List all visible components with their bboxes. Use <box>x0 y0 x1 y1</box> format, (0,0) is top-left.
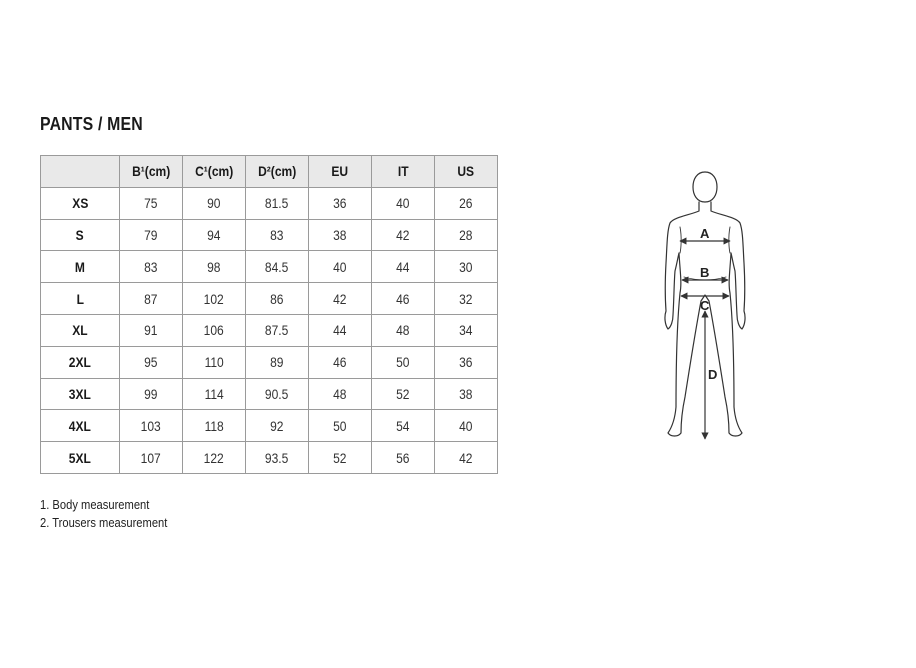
table-cell: 102 <box>183 283 246 315</box>
size-label-cell: S <box>41 219 120 251</box>
table-row <box>41 378 498 410</box>
table-cell: 84.5 <box>246 251 309 283</box>
table-cell: 30 <box>435 251 498 283</box>
table-cell: 38 <box>435 378 498 410</box>
header-cell: D²(cm) <box>246 156 309 188</box>
table-cell: 83 <box>246 219 309 251</box>
header-cell: B¹(cm) <box>120 156 183 188</box>
table-row <box>41 251 498 283</box>
table-cell: 114 <box>183 378 246 410</box>
table-cell: 86 <box>246 283 309 315</box>
table-cell: 118 <box>183 410 246 442</box>
table-cell: 44 <box>372 251 435 283</box>
table-cell: 36 <box>435 346 498 378</box>
measure-label-b: B <box>700 265 710 280</box>
footnotes <box>40 496 188 532</box>
table-row <box>41 283 498 315</box>
footnote: 1. Body measurement <box>40 497 150 512</box>
table-cell: 54 <box>372 410 435 442</box>
table-cell: 26 <box>435 187 498 219</box>
table-cell: 93.5 <box>246 442 309 474</box>
footnote: 2. Trousers measurement <box>40 515 168 530</box>
table-cell: 107 <box>120 442 183 474</box>
measure-label-a: A <box>700 226 710 241</box>
table-row <box>41 346 498 378</box>
header-cell <box>41 156 120 188</box>
header-cell: EU <box>309 156 372 188</box>
header-cell: US <box>435 156 498 188</box>
table-cell: 79 <box>120 219 183 251</box>
table-cell: 95 <box>120 346 183 378</box>
table-cell: 40 <box>435 410 498 442</box>
table-header-row <box>41 156 498 188</box>
table-cell: 34 <box>435 314 498 346</box>
table-cell: 87 <box>120 283 183 315</box>
table-cell: 52 <box>372 378 435 410</box>
table-cell: 46 <box>372 283 435 315</box>
table-cell: 81.5 <box>246 187 309 219</box>
size-label-cell: XL <box>41 314 120 346</box>
table-cell: 122 <box>183 442 246 474</box>
table-cell: 42 <box>372 219 435 251</box>
table-row <box>41 410 498 442</box>
table-cell: 56 <box>372 442 435 474</box>
measure-label-d: D <box>708 367 718 382</box>
table-cell: 50 <box>372 346 435 378</box>
table-cell: 52 <box>309 442 372 474</box>
table-cell: 90.5 <box>246 378 309 410</box>
table-row <box>41 314 498 346</box>
header-cell: C¹(cm) <box>183 156 246 188</box>
table-cell: 48 <box>309 378 372 410</box>
table-cell: 91 <box>120 314 183 346</box>
table-cell: 50 <box>309 410 372 442</box>
table-cell: 42 <box>435 442 498 474</box>
size-label-cell: XS <box>41 187 120 219</box>
table-cell: 94 <box>183 219 246 251</box>
table-cell: 28 <box>435 219 498 251</box>
table-cell: 106 <box>183 314 246 346</box>
table-cell: 32 <box>435 283 498 315</box>
size-label-cell: 4XL <box>41 410 120 442</box>
table-cell: 99 <box>120 378 183 410</box>
table-cell: 98 <box>183 251 246 283</box>
table-cell: 89 <box>246 346 309 378</box>
header-cell: IT <box>372 156 435 188</box>
table-cell: 46 <box>309 346 372 378</box>
table-cell: 48 <box>372 314 435 346</box>
table-cell: 42 <box>309 283 372 315</box>
table-cell: 110 <box>183 346 246 378</box>
page-title: PANTS / MEN <box>40 114 143 134</box>
table-cell: 92 <box>246 410 309 442</box>
size-label-cell: M <box>41 251 120 283</box>
table-cell: 40 <box>309 251 372 283</box>
size-label-cell: 2XL <box>41 346 120 378</box>
size-label-cell: 3XL <box>41 378 120 410</box>
size-label-cell: L <box>41 283 120 315</box>
table-row <box>41 442 498 474</box>
measure-label-c: C <box>700 298 710 313</box>
table-cell: 36 <box>309 187 372 219</box>
table-cell: 90 <box>183 187 246 219</box>
size-label-cell: 5XL <box>41 442 120 474</box>
table-cell: 38 <box>309 219 372 251</box>
table-cell: 87.5 <box>246 314 309 346</box>
size-table <box>40 155 498 474</box>
table-cell: 75 <box>120 187 183 219</box>
table-cell: 103 <box>120 410 183 442</box>
table-row <box>41 187 498 219</box>
table-cell: 44 <box>309 314 372 346</box>
table-row <box>41 219 498 251</box>
table-cell: 40 <box>372 187 435 219</box>
table-cell: 83 <box>120 251 183 283</box>
body-figure-icon <box>640 165 770 450</box>
